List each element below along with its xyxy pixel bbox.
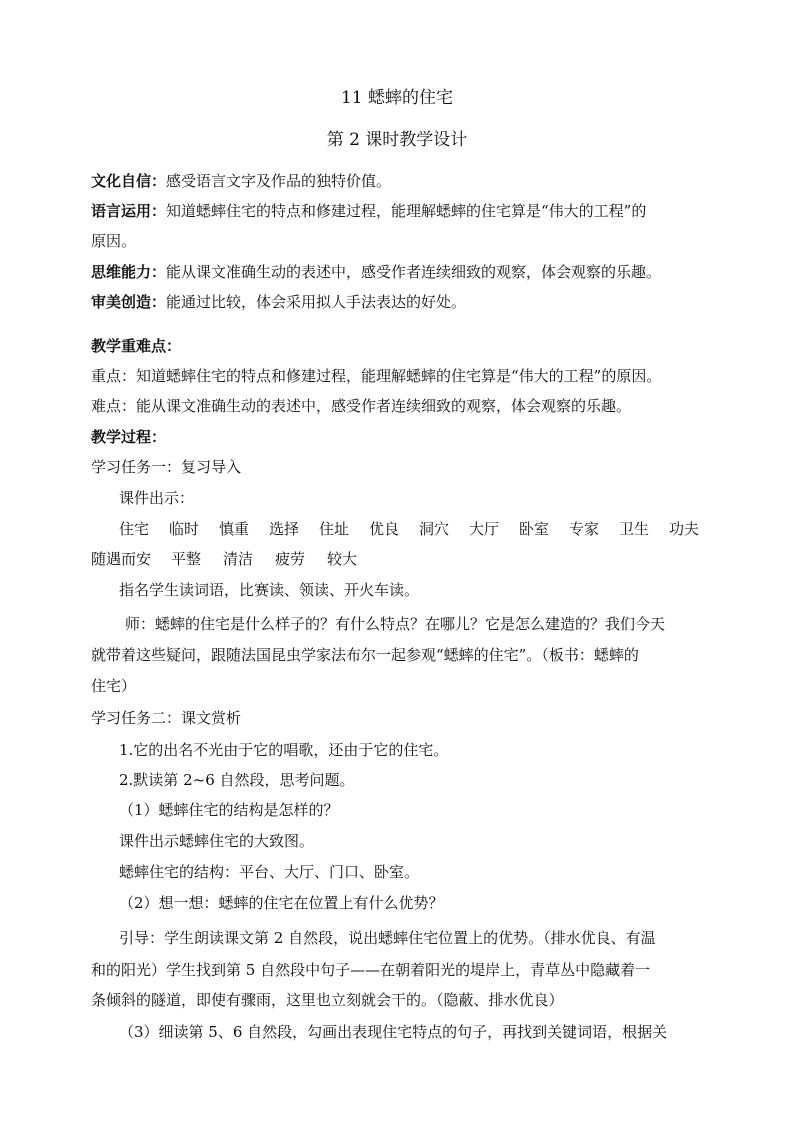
teacher-line-2: 就带着这些疑问，跟随法国昆虫学家法布尔一起参观“蟋蟀的住宅”。（板书：蟋蟀的 xyxy=(91,646,639,664)
vocab-word: 平整 xyxy=(171,550,202,568)
goal-text: 知道蟋蟀住宅的特点和修建过程，能理解蟋蟀的住宅算是“伟大的工程”的 xyxy=(166,202,647,220)
goal-text: 能通过比较，体会采用拟人手法表达的好处。 xyxy=(166,293,467,311)
vocab-word: 随遇而安 xyxy=(91,550,152,568)
vocab-row-2 xyxy=(91,549,379,569)
goal-label: 文化自信： xyxy=(91,172,167,190)
vocab-word: 慎重 xyxy=(219,520,250,538)
goal-language-cont: 原因。 xyxy=(91,232,137,250)
guide-line-1: 引导：学生朗读课文第 2 自然段，说出蟋蟀住宅位置上的优势。（排水优良、有温 xyxy=(119,929,656,947)
vocab-word: 临时 xyxy=(169,520,200,538)
goal-label: 审美创造： xyxy=(91,293,167,311)
read-words-instruction: 指名学生读词语，比赛读、领读、开火车读。 xyxy=(119,581,420,599)
goal-text: 能从课文准确生动的表述中，感受作者连续细致的观察，体会观察的乐趣。 xyxy=(166,263,662,281)
question-1-courseware: 课件出示蟋蟀住宅的大致图。 xyxy=(119,832,315,850)
question-1: （1）蟋蟀住宅的结构是怎样的？ xyxy=(119,801,339,819)
vocab-word: 卧室 xyxy=(519,520,550,538)
vocab-word: 住址 xyxy=(319,520,350,538)
lesson-subtitle: 第 2 课时教学设计 xyxy=(326,130,468,150)
vocab-row-1 xyxy=(119,519,709,539)
vocab-word: 选择 xyxy=(269,520,300,538)
vocab-word: 功夫 xyxy=(669,520,700,538)
goal-culture xyxy=(91,171,391,191)
key-point-focus: 重点：知道蟋蟀住宅的特点和修建过程，能理解蟋蟀的住宅算是“伟大的工程”的原因。 xyxy=(91,367,662,385)
guide-line-3: 条倾斜的隧道，即使有骤雨，这里也立刻就会干的。（隐蔽、排水优良） xyxy=(91,991,564,1009)
key-point-difficulty: 难点：能从课文准确生动的表述中，感受作者连续细致的观察，体会观察的乐趣。 xyxy=(91,397,632,415)
item-1: 1.它的出名不光由于它的唱歌，还由于它的住宅。 xyxy=(119,741,449,759)
goal-language xyxy=(91,201,646,221)
vocab-word: 清洁 xyxy=(223,550,254,568)
vocab-word: 较大 xyxy=(327,550,358,568)
goal-label: 语言运用： xyxy=(91,202,167,220)
vocab-word: 大厅 xyxy=(469,520,500,538)
vocab-word: 洞穴 xyxy=(419,520,450,538)
task2-heading: 学习任务二：课文赏析 xyxy=(91,709,242,727)
question-3: （3）细读第 5、6 自然段，勾画出表现住宅特点的句子，再找到关键词语，根据关 xyxy=(119,1023,668,1041)
goal-aesthetic xyxy=(91,292,466,312)
question-2: （2）想一想：蟋蟀的住宅在位置上有什么优势？ xyxy=(119,894,444,912)
courseware-label: 课件出示： xyxy=(119,489,195,507)
task1-heading: 学习任务一：复习导入 xyxy=(91,458,242,476)
item-2: 2.默读第 2~6 自然段，思考问题。 xyxy=(119,771,355,789)
vocab-word: 卫生 xyxy=(619,520,650,538)
goal-text: 感受语言文字及作品的独特价值。 xyxy=(166,172,392,190)
vocab-word: 住宅 xyxy=(119,520,150,538)
question-1-answer: 蟋蟀住宅的结构：平台、大厅、门口、卧室。 xyxy=(119,863,420,881)
vocab-word: 专家 xyxy=(569,520,600,538)
teacher-line-3: 住宅） xyxy=(91,677,137,695)
teacher-line-1: 师：蟋蟀的住宅是什么样子的？有什么特点？在哪儿？它是怎么建造的？我们今天 xyxy=(125,615,666,633)
lesson-title: 11 蟋蟀的住宅 xyxy=(340,88,454,108)
vocab-word: 优良 xyxy=(369,520,400,538)
goal-thinking xyxy=(91,262,661,282)
goal-label: 思维能力： xyxy=(91,263,167,281)
vocab-word: 疲劳 xyxy=(275,550,306,568)
guide-line-2: 和的阳光）学生找到第 5 自然段中句子——在朝着阳光的堤岸上，青草丛中隐藏着一 xyxy=(91,961,651,979)
process-heading: 教学过程： xyxy=(91,428,167,446)
key-points-heading: 教学重难点： xyxy=(91,337,182,355)
